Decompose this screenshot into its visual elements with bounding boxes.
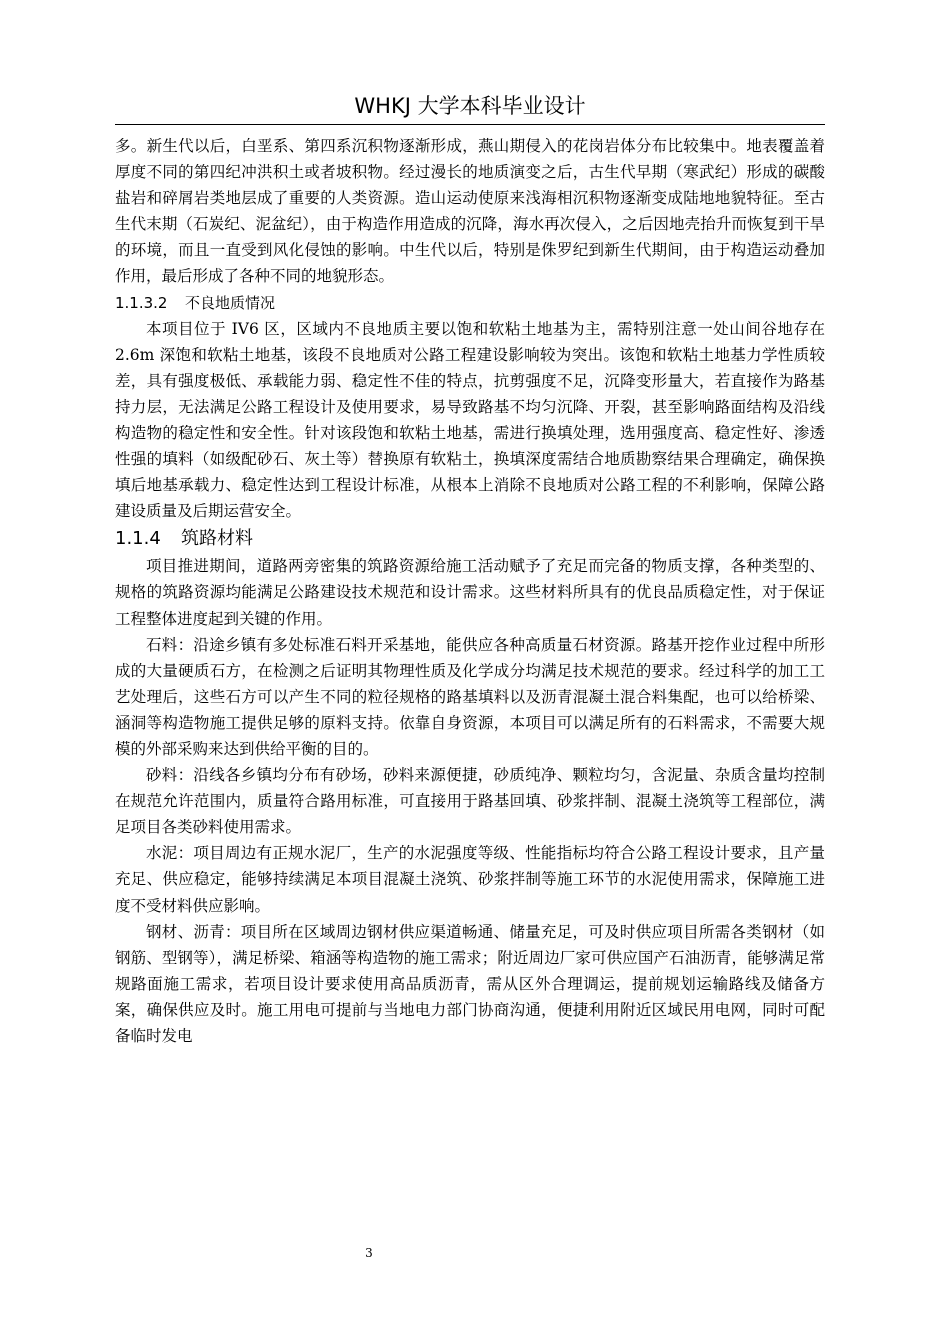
paragraph: 多。新生代以后，白垩系、第四系沉积物逐渐形成，燕山期侵入的花岗岩体分布比较集中。地表覆盖着厚度不同的第四纪冲洪积土或者坡积物。经过漫长的地质演变之后，古生代早期（寒武纪）形成的碳酸盐岩和碎屑岩类地层成了重要的人类资源。造山运动使原来浅海相沉积物逐渐变成陆地地貌特征。至古生代末期（石炭纪、泥盆纪），由于构造作用造成的沉降，海水再次侵入，之后因地壳抬升而恢复到干旱的环境，而且一直受到风化侵蚀的影响。中生代以后，特别是侏罗纪到新生代期间，由于构造运动叠加作用，最后形成了各种不同的地貌形态。 [115, 137, 825, 286]
paragraph: 石料：沿途乡镇有多处标准石料开采基地，能供应各种高质量石材资源。路基开挖作业过程中所形成的大量硬质石方，在检测之后证明其物理性质及化学成分均满足技术规范的要求。经过科学的加工工艺处理后，这些石方可以产生不同的粒径规格的路基填料以及沥青混凝土混合料集配，也可以给桥梁、涵洞等构造物施工提供足够的原料支持。依靠自身资源，本项目可以满足所有的石料需求，不需要大规模的外部采购来达到供给平衡的目的。 [115, 635, 825, 758]
heading-title: 不良地质情况 [185, 293, 276, 312]
paragraph: 项目推进期间，道路两旁密集的筑路资源给施工活动赋予了充足而完备的物质支撑，各种类型的、规格的筑路资源均能满足公路建设技术规范和设计需求。这些材料所具有的优良品质稳定性，对于保证工程整体进度起到关键的作用。 [115, 557, 825, 628]
section-heading-1-1-3-2 [115, 290, 825, 316]
paragraph: 砂料：沿线各乡镇均分布有砂场，砂料来源便捷，砂质纯净、颗粒均匀，含泥量、杂质含量均控制在规范允许范围内，质量符合路用标准，可直接用于路基回填、砂浆拌制、混凝土浇筑等工程部位，满足项目各类砂料使用需求。 [115, 766, 825, 837]
heading-title: 筑路材料 [181, 528, 253, 550]
body-text [115, 133, 825, 1049]
heading-number: 1.1.4 [115, 528, 161, 550]
paragraph: 水泥：项目周边有正规水泥厂，生产的水泥强度等级、性能指标均符合公路工程设计要求，且产量充足、供应稳定，能够持续满足本项目混凝土浇筑、砂浆拌制等施工环节的水泥使用需求，保障施工进度不受材料供应影响。 [115, 844, 825, 915]
page-number: 3 [365, 1246, 373, 1260]
paragraph: 钢材、沥青：项目所在区域周边钢材供应渠道畅通、储量充足，可及时供应项目所需各类钢材（如钢筋、型钢等），满足桥梁、箱涵等构造物的施工需求；附近周边厂家可供应国产石油沥青，能够满足常规路面施工需求，若项目设计要求使用高品质沥青，需从区外合理调运，提前规划运输路线及储备方案，确保供应及时。施工用电可提前与当地电力部门协商沟通，便捷利用附近区域民用电网，同时可配备临时发电 [115, 922, 825, 1045]
section-heading-1-1-4 [115, 524, 825, 553]
paragraph: 本项目位于 IV6 区，区域内不良地质主要以饱和软粘土地基为主，需特别注意一处山间谷地存在 2.6m 深饱和软粘土地基，该段不良地质对公路工程建设影响较为突出。该饱和软粘土地基力学性质较差，具有强度极低、承载能力弱、稳定性不佳的特点，抗剪强度不足，沉降变形量大，若直接作为路基持力层，无法满足公路工程设计及使用要求，易导致路基不均匀沉降、开裂，甚至影响路面结构及沿线构造物的稳定性和安全性。针对该段饱和软粘土地基，需进行换填处理，选用强度高、稳定性好、渗透性强的填料（如级配砂石、灰土等）替换原有软粘土，换填深度需结合地质勘察结果合理确定，确保换填后地基承载力、稳定性达到工程设计标准，从根本上消除不良地质对公路工程的不利影响，保障公路建设质量及后期运营安全。 [115, 319, 825, 521]
heading-number: 1.1.3.2 [115, 293, 168, 312]
page-header: WHKJ 大学本科毕业设计 [115, 90, 825, 125]
